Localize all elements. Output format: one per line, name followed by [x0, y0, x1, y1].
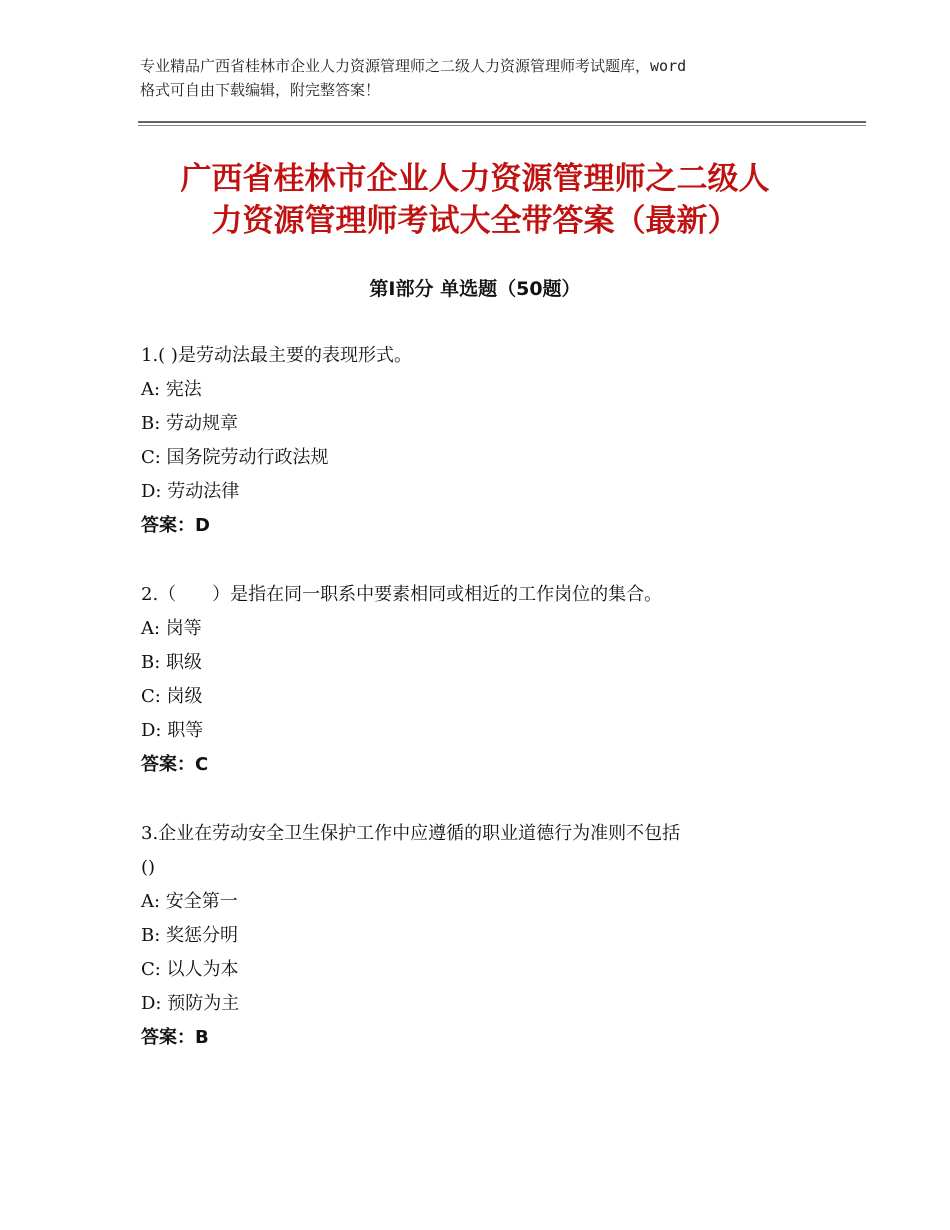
header-note	[140, 54, 840, 102]
option-b: B: 奖惩分明	[141, 925, 239, 946]
question-stem: 2.（ ）是指在同一职系中要素相同或相近的工作岗位的集合。	[141, 584, 663, 605]
document-title-line-1: 广西省桂林市企业人力资源管理师之二级人	[180, 161, 770, 197]
header-divider-thick	[138, 121, 866, 123]
header-divider-thin	[138, 125, 866, 126]
document-title	[80, 158, 870, 242]
question-3	[141, 817, 841, 1055]
answer: 答案：D	[141, 515, 210, 536]
answer: 答案：C	[141, 754, 209, 775]
answer: 答案：B	[141, 1027, 209, 1048]
option-a: A: 岗等	[141, 618, 202, 639]
option-a: A: 宪法	[141, 379, 202, 400]
option-d: D: 劳动法律	[141, 481, 240, 502]
question-stem: 1.( )是劳动法最主要的表现形式。	[141, 345, 412, 366]
option-d: D: 预防为主	[141, 993, 240, 1014]
question-stem-line-2: ()	[141, 857, 156, 878]
option-c: C: 以人为本	[141, 959, 239, 980]
option-a: A: 安全第一	[141, 891, 238, 912]
document-title-line-2: 力资源管理师考试大全带答案（最新）	[211, 203, 739, 239]
question-2	[141, 578, 841, 782]
section-title: 第Ⅰ部分 单选题（50题）	[369, 278, 581, 300]
option-c: C: 国务院劳动行政法规	[141, 447, 329, 468]
header-note-line-2: 格式可自由下载编辑，附完整答案！	[140, 81, 381, 99]
option-b: B: 职级	[141, 652, 203, 673]
option-d: D: 职等	[141, 720, 204, 741]
option-b: B: 劳动规章	[141, 413, 239, 434]
question-1	[141, 339, 841, 543]
question-stem-line-1: 3.企业在劳动安全卫生保护工作中应遵循的职业道德行为准则不包括	[141, 823, 681, 844]
header-note-line-1: 专业精品广西省桂林市企业人力资源管理师之二级人力资源管理师考试题库，word	[140, 57, 687, 75]
option-c: C: 岗级	[141, 686, 203, 707]
